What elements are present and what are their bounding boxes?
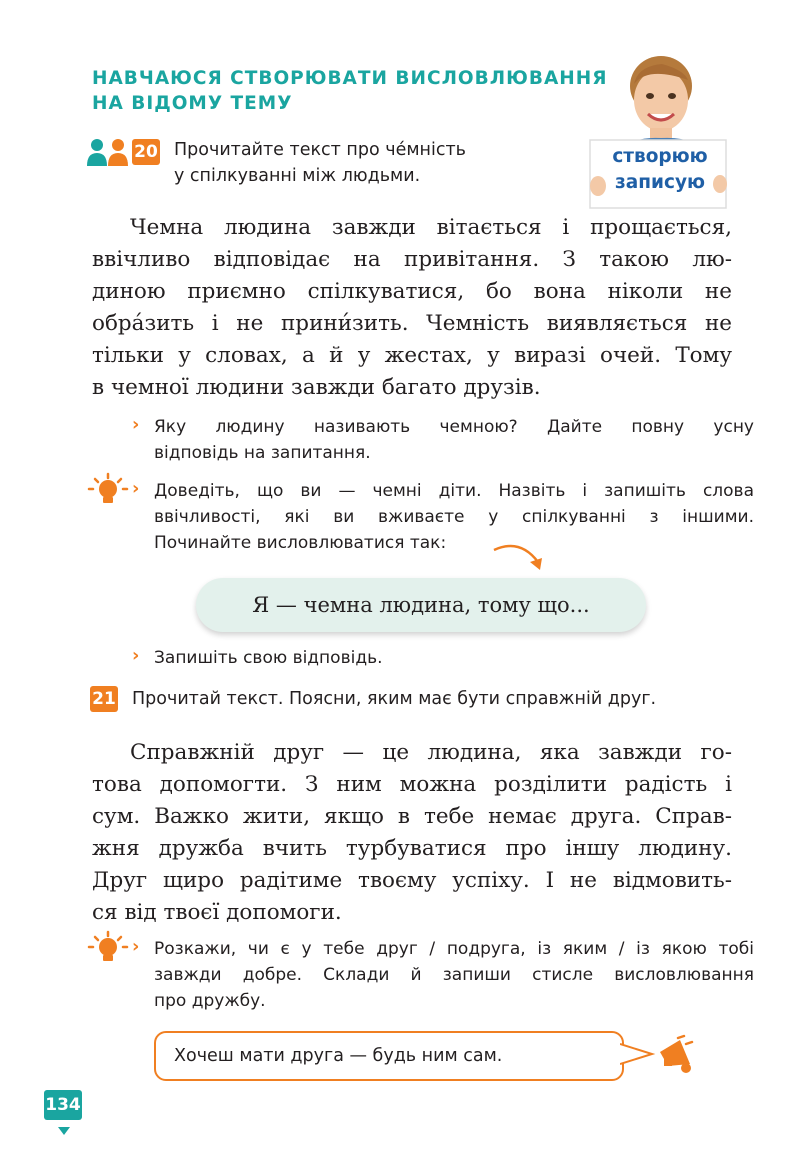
- sign-line2: записую: [615, 172, 705, 193]
- q-line: Розкажи, чи є у тебе друг / подруга, із яким / із якою тобі: [154, 939, 754, 959]
- page-number: 134: [44, 1090, 82, 1120]
- proverb-speech-bubble: Хочеш мати друга — будь ним сам.: [154, 1031, 624, 1081]
- text-line: диною приємно спілкуватися, бо вона ніколи не: [92, 279, 732, 304]
- text-line: обра́зить і не прини́зить. Чемність виявляється не: [92, 311, 732, 336]
- lightbulb-icon: [86, 472, 130, 512]
- chevron-right-icon: ›: [132, 414, 140, 435]
- speech-bubble-tail: [620, 1042, 656, 1074]
- pair-work-icon: [86, 138, 130, 166]
- chevron-right-icon: ›: [132, 936, 140, 957]
- q-line: про дружбу.: [154, 991, 266, 1011]
- q-line: Запишіть свою відповідь.: [154, 648, 383, 668]
- text-line: жня дружба вчить турбуватися про іншу людину.: [92, 836, 732, 861]
- curved-arrow-icon: [490, 536, 550, 580]
- task20-line2: у спілкуванні між людьми.: [174, 166, 421, 186]
- section-title-line2: НА ВІДОМУ ТЕМУ: [92, 93, 293, 114]
- task20-question3: [132, 645, 754, 671]
- task20-instruction: [174, 137, 466, 189]
- text-line: ввічливо відповідає на привітання. З такою лю-: [92, 247, 732, 272]
- lightbulb-icon: [86, 930, 130, 970]
- q-line: ввічливості, які ви вживаєте у спілкуванні з іншими.: [154, 507, 754, 527]
- q-line: Яку людину називають чемною? Дайте повну усну: [154, 417, 754, 437]
- page-number-tab: [58, 1120, 70, 1139]
- task-number-21: 21: [90, 686, 118, 712]
- boy-sign-text: [592, 144, 728, 196]
- task20-line1: Прочитайте текст про че́мність: [174, 140, 466, 160]
- megaphone-icon: [656, 1034, 700, 1082]
- task-number-20: 20: [132, 139, 160, 165]
- chevron-right-icon: ›: [132, 478, 140, 499]
- task20-question1: [132, 414, 754, 466]
- task20-question2: [132, 478, 754, 556]
- task21-question1: [132, 936, 754, 1014]
- text-line: в чемної людини завжди багато друзів.: [92, 375, 541, 400]
- task20-text: [92, 212, 732, 404]
- q-line: Доведіть, що ви — чемні діти. Назвіть і запишіть слова: [154, 481, 754, 501]
- section-title: [92, 66, 612, 116]
- section-title-line1: НАВЧАЮСЯ СТВОРЮВАТИ ВИСЛОВЛЮВАННЯ: [92, 68, 608, 89]
- sentence-starter-pill: Я — чемна людина, тому що...: [196, 578, 646, 632]
- q-line: завжди добре. Склади й запиши стисле висловлювання: [154, 965, 754, 985]
- text-line: Чемна людина завжди вітається і прощається,: [130, 215, 732, 240]
- chevron-right-icon: ›: [132, 645, 140, 666]
- text-line: това допомогти. З ним можна розділити радість і: [92, 772, 732, 797]
- text-line: сум. Важко жити, якщо в тебе немає друга. Справ-: [92, 804, 732, 829]
- task21-instruction: Прочитай текст. Поясни, яким має бути справжній друг.: [132, 689, 657, 709]
- q-line: Починайте висловлюватися так:: [154, 533, 447, 553]
- q-line: відповідь на запитання.: [154, 443, 371, 463]
- text-line: ся від твоєї допомоги.: [92, 900, 342, 925]
- text-line: Друг щиро радітиме твоєму успіху. І не відмовить-: [92, 868, 732, 893]
- task21-text: [92, 737, 732, 929]
- text-line: Справжній друг — це людина, яка завжди го-: [130, 740, 732, 765]
- text-line: тільки у словах, а й у жестах, у виразі очей. Тому: [92, 343, 732, 368]
- sign-line1: створюю: [612, 146, 708, 167]
